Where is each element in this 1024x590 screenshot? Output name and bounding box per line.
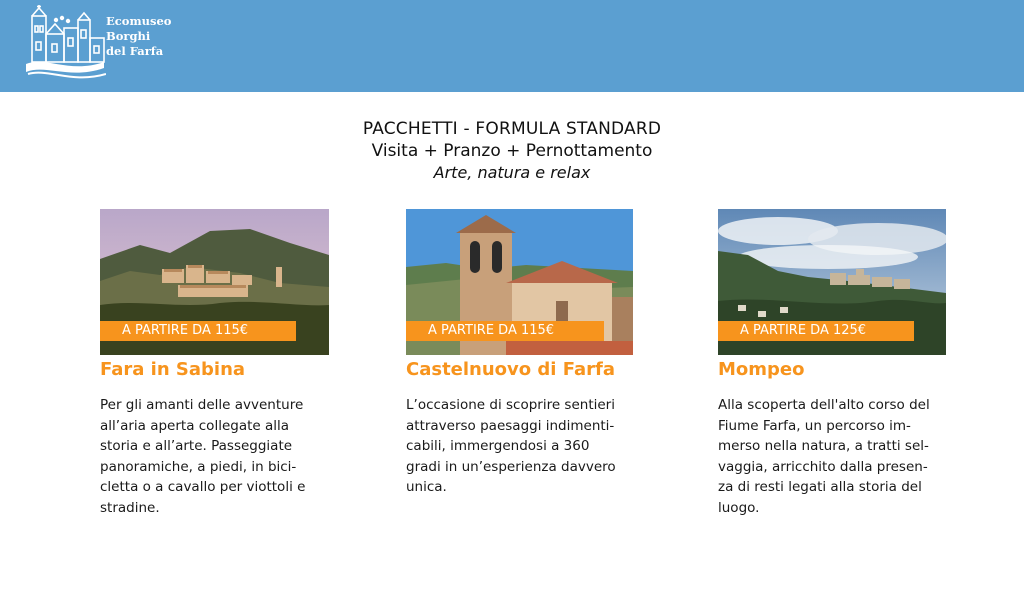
brand-name-line-1: Ecomuseo (106, 14, 172, 28)
price-badge: A PARTIRE DA 125€ (718, 321, 914, 341)
price-badge: A PARTIRE DA 115€ (406, 321, 604, 341)
package-description: L’occasione di scoprire sentieri attraverso paesaggi indimenti- cabili, immergendosi a 360 gradi in un’esperienza davvero unica. (406, 397, 616, 495)
page-tagline: Arte, natura e relax (433, 163, 591, 182)
package-title[interactable]: Mompeo (718, 359, 805, 380)
page-subtitle: Visita + Pranzo + Pernottamento (371, 141, 653, 161)
package-title[interactable]: Fara in Sabina (100, 359, 246, 380)
package-title[interactable]: Castelnuovo di Farfa (406, 359, 615, 380)
village-logo-icon (22, 4, 106, 86)
brand-name-line-2: Borghi (106, 29, 151, 43)
page-title: PACCHETTI - FORMULA STANDARD (362, 119, 662, 139)
brand-name-line-3: del Farfa (106, 44, 164, 58)
package-description: Per gli amanti delle avventure all’aria aperta collegate alla storia e all’arte. Passeggiate panoramiche, a piedi, in bici- cletta o a cavallo per viottoli e stradine. (100, 397, 306, 516)
brand-name[interactable] (106, 14, 171, 59)
header-bar (0, 0, 1024, 92)
page-heading (0, 118, 1024, 184)
package-description: Alla scoperta dell'alto corso del Fiume Farfa, un percorso im- merso nella natura, a tratti sel- vaggia, arricchito dalla presen- za di resti legati alla storia del luogo. (718, 397, 930, 516)
price-badge: A PARTIRE DA 115€ (100, 321, 296, 341)
